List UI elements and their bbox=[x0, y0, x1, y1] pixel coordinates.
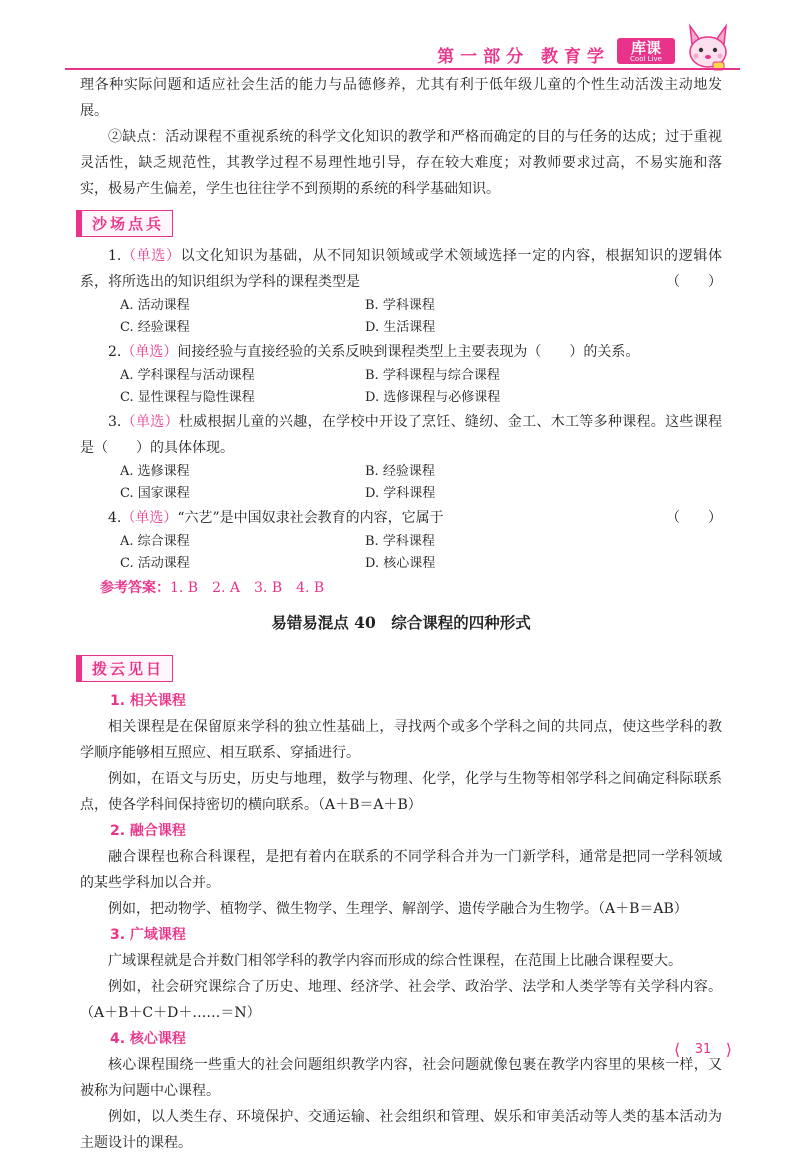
option-item: B. 学科课程 bbox=[365, 298, 435, 313]
option-item: D. 核心课程 bbox=[365, 556, 436, 571]
page-header bbox=[0, 0, 800, 80]
question-number: 2. bbox=[108, 344, 122, 360]
question-block bbox=[80, 409, 722, 505]
section-heading: 第一部分 教育学 bbox=[437, 47, 610, 67]
brand-subtitle: Cool Live bbox=[630, 55, 662, 63]
page-content bbox=[80, 72, 722, 1156]
practice-tag: 沙场点兵 bbox=[76, 210, 173, 237]
question-stem bbox=[80, 243, 722, 295]
header-divider bbox=[65, 68, 740, 70]
option-item: A. 综合课程 bbox=[120, 534, 190, 549]
question-text: 间接经验与直接经验的关系反映到课程类型上主要表现为（ ）的关系。 bbox=[177, 344, 640, 360]
question-text: 杜威根据儿童的兴趣，在学校中开设了烹饪、缝纫、金工、木工等多种课程。这些课程是（ ）的具体体现。 bbox=[80, 414, 723, 456]
form-heading: 4. 核心课程 bbox=[110, 1031, 186, 1047]
question-type: （单选） bbox=[121, 344, 178, 360]
question-type: （单选） bbox=[121, 510, 178, 526]
page-number: 31 bbox=[694, 1042, 712, 1057]
answer-key bbox=[80, 575, 722, 601]
question-block bbox=[80, 505, 722, 575]
intro-paragraph: ②缺点：活动课程不重视系统的科学文化知识的教学和严格而确定的目的与任务的达成；过于重视灵活性，缺乏规范性，其教学过程不易理性地引导，存在较大难度；对教师要求过高，不易实施和落实，极易产生偏差，学生也往往学不到预期的系统的科学基础知识。 bbox=[80, 129, 722, 197]
question-stem bbox=[80, 505, 722, 531]
mascot-fox-icon bbox=[682, 22, 734, 72]
form-heading: 3. 广域课程 bbox=[110, 927, 186, 943]
option-item: D. 学科课程 bbox=[365, 486, 436, 501]
question-block bbox=[80, 339, 722, 409]
section-tag: 拨云见日 bbox=[76, 655, 173, 682]
form-paragraph: 例如，在语文与历史，历史与地理，数学与物理、化学，化学与生物等相邻学科之间确定科际联系点，使各学科间保持密切的横向联系。（A＋B＝A＋B） bbox=[80, 771, 722, 813]
option-item: C. 活动课程 bbox=[120, 556, 190, 571]
option-grid bbox=[80, 461, 722, 505]
question-number: 3. bbox=[108, 414, 122, 430]
question-block bbox=[80, 243, 722, 339]
intro-paragraph: 理各种实际问题和适应社会生活的能力与品德修养，尤其有利于低年级儿童的个性生动活泼主动地发展。 bbox=[80, 77, 722, 119]
form-paragraph: 核心课程围绕一些重大的社会问题组织教学内容，社会问题就像包裹在教学内容里的果核一样，又被称为问题中心课程。 bbox=[80, 1057, 722, 1099]
form-paragraph: 例如，以人类生存、环境保护、交通运输、社会组织和管理、娱乐和审美活动等人类的基本活动为主题设计的课程。 bbox=[80, 1109, 722, 1151]
option-grid bbox=[80, 295, 722, 339]
option-item: B. 学科课程 bbox=[365, 534, 435, 549]
section-title: 易错易混点 40 综合课程的四种形式 bbox=[271, 613, 531, 632]
question-stem bbox=[80, 339, 722, 365]
option-item: A. 选修课程 bbox=[120, 464, 190, 479]
option-item: C. 国家课程 bbox=[120, 486, 190, 501]
option-item: C. 显性课程与隐性课程 bbox=[120, 390, 255, 405]
option-item: D. 生活课程 bbox=[365, 320, 436, 335]
option-grid bbox=[80, 531, 722, 575]
form-paragraph: 广域课程就是合并数门相邻学科的教学内容而形成的综合性课程，在范围上比融合课程要大。 bbox=[108, 953, 682, 969]
right-bracket-icon: ⟩ bbox=[725, 1040, 732, 1059]
option-item: C. 经验课程 bbox=[120, 320, 190, 335]
left-bracket-icon: ⟨ bbox=[674, 1040, 681, 1059]
answer-label: 参考答案： bbox=[100, 580, 170, 596]
option-grid bbox=[80, 365, 722, 409]
form-heading: 2. 融合课程 bbox=[110, 823, 186, 839]
form-paragraph: 例如，把动物学、植物学、微生物学、生理学、解剖学、遗传学融合为生物学。（A＋B＝AB） bbox=[108, 901, 688, 917]
option-item: A. 学科课程与活动课程 bbox=[120, 368, 255, 383]
form-paragraph: 例如，社会研究课综合了历史、地理、经济学、社会学、政治学、法学和人类学等有关学科内容。（A＋B＋C＋D＋……＝N） bbox=[80, 979, 722, 1021]
question-text: “六艺”是中国奴隶社会教育的内容，它属于 bbox=[177, 510, 444, 526]
answer-bracket: （ ） bbox=[666, 510, 722, 526]
question-text: 以文化知识为基础，从不同知识领域或学术领域选择一定的内容，根据知识的逻辑体系，将所选出的知识组织为学科的课程类型是 bbox=[80, 248, 722, 290]
form-heading: 1. 相关课程 bbox=[110, 693, 186, 709]
answer-values: 1. B 2. A 3. B 4. B bbox=[170, 580, 325, 596]
option-item: B. 经验课程 bbox=[365, 464, 435, 479]
question-type: （单选） bbox=[121, 248, 181, 264]
option-item: A. 活动课程 bbox=[120, 298, 190, 313]
option-item: D. 选修课程与必修课程 bbox=[365, 390, 501, 405]
form-paragraph: 融合课程也称合科课程，是把有着内在联系的不同学科合并为一门新学科，通常是把同一学科领域的某些学科加以合并。 bbox=[80, 849, 722, 891]
question-list bbox=[80, 243, 722, 575]
form-paragraph: 相关课程是在保留原来学科的独立性基础上，寻找两个或多个学科之间的共同点，使这些学科的教学顺序能够相互照应、相互联系、穿插进行。 bbox=[80, 719, 722, 761]
brand-logo bbox=[617, 38, 675, 64]
option-item: B. 学科课程与综合课程 bbox=[365, 368, 500, 383]
brand-name: 库课 bbox=[630, 39, 661, 57]
answer-bracket: （ ） bbox=[666, 274, 722, 290]
page-footer bbox=[674, 1038, 732, 1062]
question-number: 4. bbox=[108, 510, 122, 526]
question-number: 1. bbox=[108, 248, 122, 264]
curriculum-forms bbox=[80, 688, 722, 1156]
question-stem bbox=[80, 409, 722, 461]
question-type: （单选） bbox=[121, 414, 179, 430]
